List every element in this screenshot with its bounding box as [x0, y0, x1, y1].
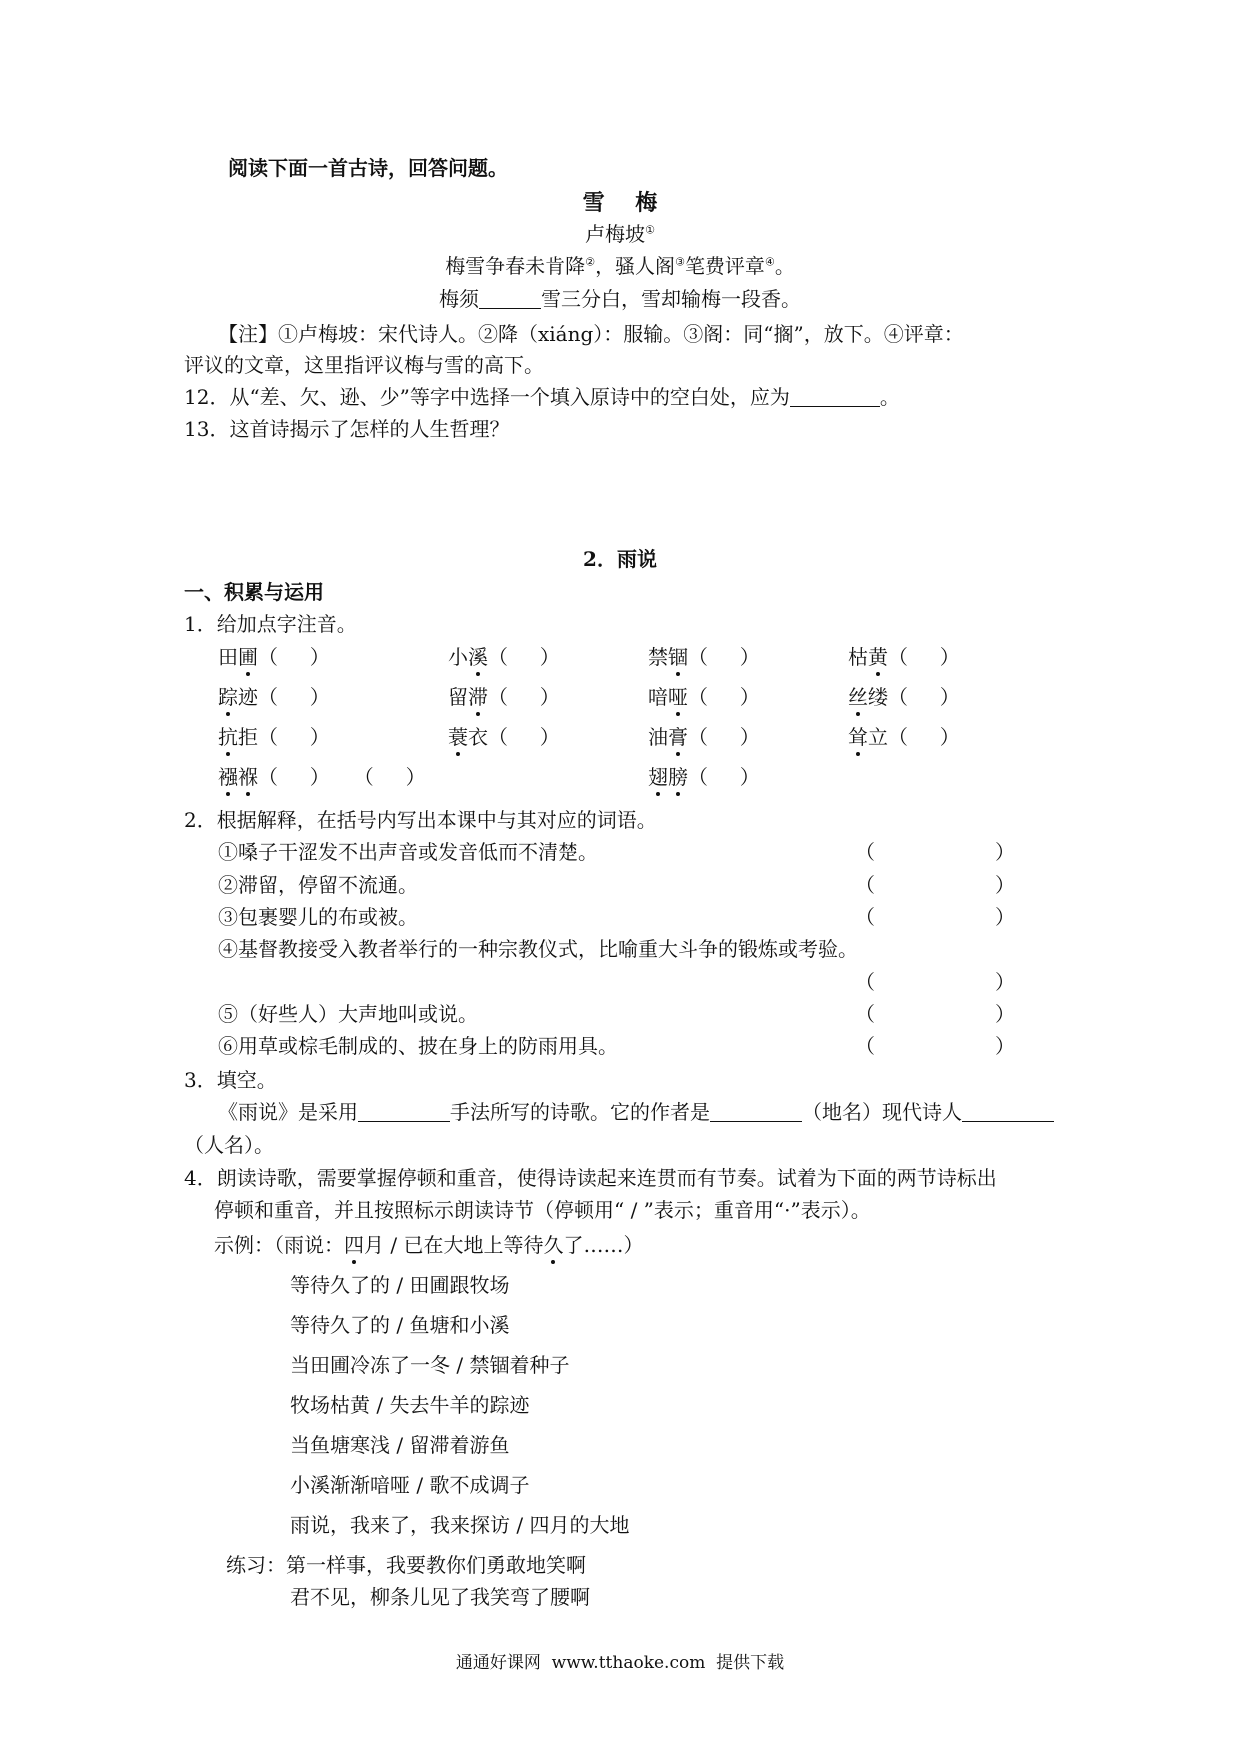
poem-note-line-2: 评议的文章，这里指评议梅与雪的高下。 — [184, 353, 544, 377]
poem-title: 雪 梅 — [582, 190, 658, 216]
pinyin-item: 喑哑（ ） — [648, 685, 760, 709]
poem-line: 等待久了的 / 鱼塘和小溪 — [290, 1313, 510, 1337]
q2-label: 2．根据解释，在括号内写出本课中与其对应的词语。 — [184, 808, 657, 832]
q2-right-paren: ） — [995, 840, 1015, 864]
pinyin-item: 翅膀（ ） — [648, 765, 760, 789]
q2-left-paren: （ — [855, 970, 875, 994]
q3-sentence-end: （人名）。 — [184, 1133, 274, 1157]
q2-item-4: ④基督教接受入教者举行的一种宗教仪式，比喻重大斗争的锻炼或考验。 — [218, 937, 858, 961]
poem-author: 卢梅坡① — [585, 222, 655, 246]
poem-line: 当田圃冷冻了一冬 / 禁锢着种子 — [290, 1353, 570, 1377]
q2-item-3: ③包裹婴儿的布或被。 — [218, 905, 418, 929]
q2-right-paren: ） — [995, 873, 1015, 897]
pinyin-item: 丝缕（ ） — [848, 685, 960, 709]
q2-left-paren: （ — [855, 873, 875, 897]
poem-line: 牧场枯黄 / 失去牛羊的踪迹 — [290, 1393, 530, 1417]
pinyin-item: 田圃（ ） — [218, 645, 330, 669]
q2-left-paren: （ — [855, 840, 875, 864]
pinyin-item: 枯黄（ ） — [848, 645, 960, 669]
pinyin-item: 抗拒（ ） — [218, 725, 330, 749]
q3-sentence: 《雨说》是采用 手法所写的诗歌。它的作者是 （地名）现代诗人 — [218, 1100, 1054, 1124]
q2-left-paren: （ — [855, 905, 875, 929]
q4-line-1: 4．朗读诗歌，需要掌握停顿和重音，使得诗读起来连贯而有节奏。试着为下面的两节诗标出 — [184, 1166, 997, 1190]
poem-line: 雨说，我来了，我来探访 / 四月的大地 — [290, 1513, 630, 1537]
pinyin-item: 小溪（ ） — [448, 645, 560, 669]
part-heading: 一、积累与运用 — [184, 580, 324, 604]
pinyin-item: 襁褓（ ） （ ） — [218, 765, 426, 789]
q2-item-1: ①嗓子干涩发不出声音或发音低而不清楚。 — [218, 840, 598, 864]
question-12: 12．从“差、欠、逊、少”等字中选择一个填入原诗中的空白处，应为 。 — [184, 385, 900, 409]
pinyin-item: 踪迹（ ） — [218, 685, 330, 709]
q2-right-paren: ） — [995, 970, 1015, 994]
instruction: 阅读下面一首古诗，回答问题。 — [228, 156, 508, 180]
q2-left-paren: （ — [855, 1002, 875, 1026]
question-13: 13．这首诗揭示了怎样的人生哲理？ — [184, 417, 510, 441]
q4-line-2: 停顿和重音，并且按照标示朗读诗节（停顿用“ / ”表示；重音用“·”表示）。 — [214, 1198, 871, 1222]
q2-right-paren: ） — [995, 905, 1015, 929]
pinyin-item: 留滞（ ） — [448, 685, 560, 709]
q3-label: 3．填空。 — [184, 1068, 277, 1092]
poem-line: 小溪渐渐喑哑 / 歌不成调子 — [290, 1473, 530, 1497]
q2-item-5: ⑤（好些人）大声地叫或说。 — [218, 1002, 478, 1026]
practice-line-2: 君不见，柳条儿见了我笑弯了腰啊 — [290, 1585, 590, 1609]
page-footer: 通通好课网 www.tthaoke.com 提供下载 — [455, 1653, 785, 1673]
poem-line-2: 梅须 雪三分白，雪却输梅一段香。 — [439, 287, 801, 311]
q2-item-6: ⑥用草或棕毛制成的、披在身上的防雨用具。 — [218, 1034, 618, 1058]
poem-line: 当鱼塘寒浅 / 留滞着游鱼 — [290, 1433, 510, 1457]
poem-note-line-1: 【注】①卢梅坡：宋代诗人。②降（xiáng）：服输。③阁：同“搁”，放下。④评章： — [218, 322, 964, 346]
pinyin-item: 油膏（ ） — [648, 725, 760, 749]
pinyin-item: 蓑衣（ ） — [448, 725, 560, 749]
poem-line-1: 梅雪争春未肯降②，骚人阁③笔费评章④。 — [445, 254, 795, 278]
q2-right-paren: ） — [995, 1002, 1015, 1026]
lesson-title: 2．雨说 — [583, 547, 657, 571]
q2-left-paren: （ — [855, 1034, 875, 1058]
pinyin-item: 禁锢（ ） — [648, 645, 760, 669]
practice-line-1: 练习：第一样事，我要教你们勇敢地笑啊 — [226, 1553, 586, 1577]
poem-line: 等待久了的 / 田圃跟牧场 — [290, 1273, 510, 1297]
q2-item-2: ②滞留，停留不流通。 — [218, 873, 418, 897]
q4-example: 示例：（雨说：四月 / 已在大地上等待久了……） — [214, 1233, 644, 1257]
q2-right-paren: ） — [995, 1034, 1015, 1058]
pinyin-item: 耸立（ ） — [848, 725, 960, 749]
q1-label: 1．给加点字注音。 — [184, 612, 357, 636]
